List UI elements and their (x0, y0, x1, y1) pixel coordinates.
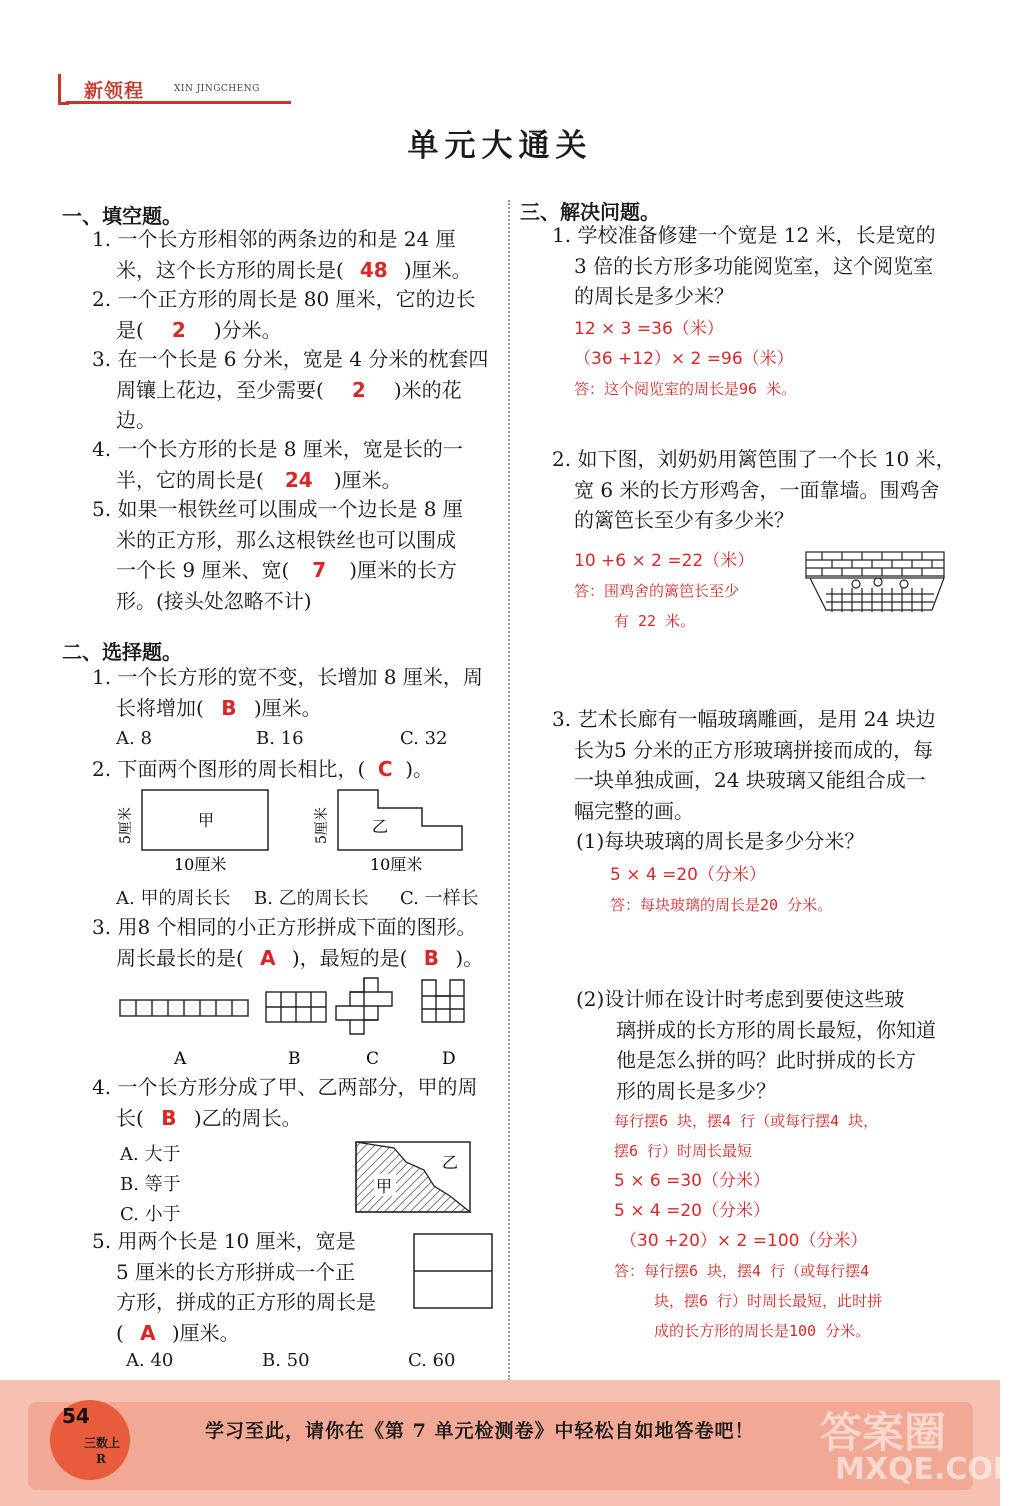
option: B. 50 (262, 1350, 310, 1371)
choice-question-3: 3. 用8 个相同的小正方形拼成下面的图形。 周长最长的是( A )，最短的是( B )。 (92, 912, 502, 973)
shape-yi (338, 790, 462, 850)
option: C. 一样长 (400, 888, 479, 909)
solve-question-2: 2. 如下图，刘奶奶用篱笆围了一个长 10 米， 宽 6 米的长方形鸡舍，一面靠墙。围鸡舍 的篱笆长至少有多少米？ (552, 447, 956, 532)
column-divider (508, 200, 510, 1380)
option: A. 8 (116, 728, 152, 749)
answer: B (161, 1105, 177, 1130)
answer: B (423, 945, 440, 970)
option: B. 16 (256, 728, 304, 749)
working: 10 +6 × 2 =22（米） 答：围鸡舍的篱笆长至少 有 22 米。 (574, 551, 755, 630)
solve-question-1: 1. 学校准备修建一个宽是 12 米，长是宽的 3 倍的长方形多功能阅览室，这个阅览室 的周长是多少米？ (552, 223, 936, 308)
choice-question-5: 5. 用两个长是 10 厘米，宽是 5 厘米的长方形拼成一个正 方形，拼成的正方形的周长是 ( A )厘米。 (92, 1226, 402, 1348)
sub-question-1: (1)每块玻璃的周长是多少分米？ (576, 829, 865, 853)
fill-question-3: 3. 在一个长是 6 分米，宽是 4 分米的枕套四 周镶上花边，至少需要( 2 )米的花 边。 (92, 347, 489, 432)
fill-question-4: 4. 一个长方形的长是 8 厘米，宽是长的一 半，它的周长是( 24 )厘米。 (92, 434, 492, 495)
answer: A (140, 1320, 156, 1345)
working: 每行摆6 块，摆4 行（或每行摆4 块， 摆6 行）时周长最短 5 × 6 =30（分米） 5 × 4 =20（分米） （30 +20）× 2 =100（分米） 答：每行摆6 块，摆4 行（或每行摆4 块，摆6 行）时周长最短，此时拼 成的长方形的周长是100 分米。 (614, 1112, 883, 1340)
option: A. 40 (126, 1350, 174, 1371)
grade-label: 三数上 (84, 1436, 121, 1450)
part-yi-label: 乙 (442, 1153, 459, 1172)
brand-logo (58, 70, 298, 110)
option: B. 乙的周长长 (254, 888, 369, 909)
section-choice-heading: 二、选择题。 (62, 640, 182, 664)
section-fill-blank-heading: 一、填空题。 (62, 204, 182, 228)
option: C. 60 (408, 1350, 456, 1371)
shape-yi-label: 乙 (372, 817, 389, 836)
page-number: 54 (62, 1404, 90, 1428)
answer: 24 (284, 467, 313, 492)
answer: A (260, 945, 276, 970)
answer: 2 (351, 377, 366, 402)
watermark-url: MXQE.COM (835, 1452, 1023, 1487)
sub-question-2: (2)设计师在设计时考虑到要使这些玻 璃拼成的长方形的周长最短，你知道 他是怎么拼的吗？此时拼成的长方 形的周长是多少？ (576, 987, 936, 1103)
answer: 7 (312, 558, 327, 582)
part-jia-label: 甲 (376, 1177, 393, 1196)
shape-jia-label: 甲 (198, 811, 215, 830)
fill-question-2: 2. 一个正方形的周长是 80 厘米，它的边长 是( 2 )分米。 (92, 284, 492, 345)
working: 5 × 4 =20（分米） 答：每块玻璃的周长是20 分米。 (610, 865, 833, 914)
figure-label: D (442, 1049, 456, 1069)
choice-question-1: 1. 一个长方形的宽不变，长增加 8 厘米，周 长将增加( B )厘米。 (92, 662, 492, 723)
answer: 2 (171, 317, 186, 342)
answer: B (221, 695, 237, 720)
watermark-logo: 答案圈 (820, 1408, 947, 1457)
side-label: 5厘米 (118, 807, 134, 844)
section-solve-heading: 三、解决问题。 (520, 200, 660, 224)
answer: 48 (359, 257, 388, 282)
brand-name: 新领程 (84, 80, 145, 102)
choice-question-4: 4. 一个长方形分成了甲、乙两部分，甲的周 长( B )乙的周长。 (92, 1072, 492, 1133)
option-list: A. 大于 B. 等于 C. 小于 (120, 1144, 181, 1225)
two-rectangles-figure (412, 1232, 496, 1312)
edition-label: R (96, 1452, 106, 1466)
answer: C (377, 757, 393, 781)
side-label: 5厘米 (314, 807, 330, 844)
fill-question-5: 5. 如果一根铁丝可以围成一个边长是 8 厘 米的正方形，那么这根铁丝也可以围成 一个长 9 厘米、宽( 7 )厘米的长方 形。(接头处忽略不计) (92, 497, 463, 613)
square-tiling-figures (110, 976, 490, 1072)
split-rectangle-figure (354, 1140, 474, 1216)
brand-pinyin: XIN JINGCHENG (174, 84, 260, 94)
footer-message: 学习至此，请你在《第 7 单元检测卷》中轻松自如地答卷吧！ (205, 1420, 755, 1442)
page-title: 单元大通关 (407, 128, 593, 164)
figure-label: A (174, 1049, 187, 1069)
option: A. 甲的周长长 (116, 888, 231, 909)
fill-question-1: 1. 一个长方形相邻的两条边的和是 24 厘 米，这个长方形的周长是( 48 )厘米。 (92, 224, 492, 285)
option: C. 32 (400, 728, 448, 749)
figure-label: C (366, 1049, 380, 1069)
bottom-label: 10厘米 (370, 855, 423, 874)
bottom-label: 10厘米 (174, 855, 227, 874)
choice-question-2: 2. 下面两个图形的周长相比，( C )。 (92, 754, 492, 785)
footer-banner (0, 1380, 1023, 1506)
solve-question-3: 3. 艺术长廊有一幅玻璃雕画，是用 24 块边 长为5 分米的正方形玻璃拼接而成的，每 一块单独成画，24 块玻璃又能组合成一 幅完整的画。 (1)每块玻璃的周长是多少分米？ (552, 704, 972, 857)
chicken-coop-illustration (802, 550, 948, 618)
perimeter-compare-figure (110, 788, 490, 880)
working: 12 × 3 =36（米） （36 +12）× 2 =96（米） 答：这个阅览室的周长是96 米。 (574, 319, 797, 398)
figure-label: B (288, 1049, 301, 1069)
